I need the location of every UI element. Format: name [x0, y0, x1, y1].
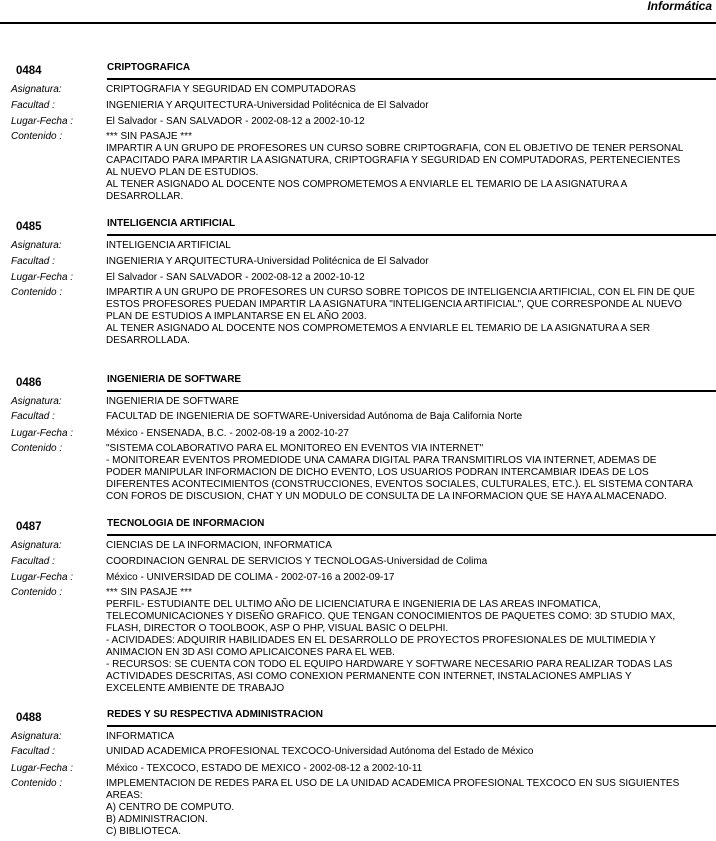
contenido-line: TELECOMUNICACIONES Y DISEÑO GRAFICO. QUE TENGAN CONOCIMIENTOS DE PAQUETES COMO: 3D STUDIO MAX,: [106, 611, 676, 622]
asignatura-label: Asignatura:: [11, 731, 62, 742]
contenido-line: DESARROLLADA.: [106, 335, 190, 346]
record-title: TECNOLOGIA DE INFORMACION: [107, 518, 265, 529]
lugar-fecha-label: Lugar-Fecha :: [11, 116, 74, 127]
contenido-line: B) ADMINISTRACION.: [106, 814, 208, 825]
record-title-rule: [107, 390, 716, 392]
contenido-line: DIFERENTES ACONTECIMIENTOS (CONSTRUCCIONES, EVENTOS SOCIALES, CULTURALES, ETC.). EL SISTEMA CONTARA: [106, 479, 693, 490]
contenido-text: [106, 778, 712, 838]
asignatura-value: INGENIERIA DE SOFTWARE: [106, 396, 239, 407]
record-title: INGENIERIA DE SOFTWARE: [107, 374, 242, 385]
contenido-text: [106, 587, 712, 695]
record-code: 0485: [16, 221, 42, 233]
asignatura-value: CRIPTOGRAFIA Y SEGURIDAD EN COMPUTADORAS: [106, 84, 356, 95]
facultad-label: Facultad :: [11, 746, 55, 757]
contenido-line: PODER MANIPULAR INFORMACION DE DICHO EVENTO, LOS USUARIOS PODRAN INTERCAMBIAR IDEAS DE LOS: [106, 467, 649, 478]
contenido-line: FLASH, DIRECTOR O TOOLBOOK, ASP O PHP, VISUAL BASIC O DELPHI.: [106, 623, 449, 634]
facultad-value: UNIDAD ACADEMICA PROFESIONAL TEXCOCO-Universidad Autónoma del Estado de México: [106, 746, 534, 757]
record-code: 0484: [16, 65, 42, 77]
asignatura-label: Asignatura:: [11, 396, 62, 407]
contenido-line: CAPACITADO PARA IMPARTIR LA ASIGNATURA, CRIPTOGRAFIA Y SEGURIDAD EN COMPUTADORAS, PERTENECIENTES: [106, 155, 681, 166]
lugar-fecha-value: México - ENSENADA, B.C. - 2002-08-19 a 2002-10-27: [106, 428, 349, 439]
facultad-value: INGENIERIA Y ARQUITECTURA-Universidad Politécnica de El Salvador: [106, 100, 429, 111]
contenido-line: CON FOROS DE DISCUSION, CHAT Y UN MODULO DE CONSULTA DE LA INFORMACION QUE SE HAYA ALMACENADO.: [106, 491, 667, 502]
record-title: REDES Y SU RESPECTIVA ADMINISTRACION: [107, 709, 323, 720]
contenido-line: C) BIBLIOTECA.: [106, 826, 182, 837]
facultad-label: Facultad :: [11, 556, 55, 567]
contenido-line: AREAS:: [106, 790, 143, 801]
lugar-fecha-value: México - TEXCOCO, ESTADO DE MEXICO - 2002-08-12 a 2002-10-11: [106, 763, 423, 774]
asignatura-value: INFORMATICA: [106, 731, 175, 742]
asignatura-value: INTELIGENCIA ARTIFICIAL: [106, 240, 231, 251]
asignatura-label: Asignatura:: [11, 240, 62, 251]
lugar-fecha-value: El Salvador - SAN SALVADOR - 2002-08-12 a 2002-10-12: [106, 116, 365, 127]
contenido-label: Contenido :: [11, 287, 63, 298]
contenido-line: AL TENER ASIGNADO AL DOCENTE NOS COMPROMETEMOS A ENVIARLE EL TEMARIO DE LA ASIGNATURA A: [106, 179, 628, 190]
record-title-rule: [107, 725, 716, 727]
contenido-text: [106, 287, 712, 347]
facultad-value: COORDINACION GENRAL DE SERVICIOS Y TECNOLOGAS-Universidad de Colima: [106, 556, 488, 567]
contenido-line: PERFIL- ESTUDIANTE DEL ULTIMO AÑO DE LICIENCIATURA E INGENIERIA DE LAS AREAS INFOMATICA,: [106, 599, 601, 610]
contenido-line: DESARROLLAR.: [106, 191, 184, 202]
contenido-line: EXCELENTE AMBIENTE DE TRABAJO: [106, 683, 285, 694]
contenido-label: Contenido :: [11, 131, 63, 142]
contenido-line: - ACIVIDADES: ADQUIRIR HABILIDADES EN EL DESARROLLO DE PROYECTOS PROFESIONALES DE MULTIMEDIA Y: [106, 635, 656, 646]
contenido-line: ACTIVIDADES DESCRITAS, ASI COMO CONEXION PERMANENTE CON INTERNET, INSTALACIONES AMPLIAS Y: [106, 671, 632, 682]
asignatura-value: CIENCIAS DE LA INFORMACION, INFORMATICA: [106, 540, 332, 551]
record-code: 0487: [16, 521, 42, 533]
contenido-line: - RECURSOS: SE CUENTA CON TODO EL EQUIPO HARDWARE Y SOFTWARE NECESARIO PARA REALIZAR TODAS LAS: [106, 659, 673, 670]
lugar-fecha-value: El Salvador - SAN SALVADOR - 2002-08-12 a 2002-10-12: [106, 272, 365, 283]
lugar-fecha-value: México - UNIVERSIDAD DE COLIMA - 2002-07-16 a 2002-09-17: [106, 572, 395, 583]
record-title-rule: [107, 534, 716, 536]
record-title: INTELIGENCIA ARTIFICIAL: [107, 218, 236, 229]
contenido-text: [106, 443, 712, 503]
contenido-line: *** SIN PASAJE ***: [106, 587, 192, 598]
contenido-line: AL TENER ASIGNADO AL DOCENTE NOS COMPROMETEMOS A ENVIARLE EL TEMARIO DE LA ASIGNATURA A SER: [106, 323, 651, 334]
page-header-title: Informática: [647, 0, 712, 13]
contenido-line: AL NUEVO PLAN DE ESTUDIOS.: [106, 167, 259, 178]
contenido-line: A) CENTRO DE COMPUTO.: [106, 802, 235, 813]
contenido-line: *** SIN PASAJE ***: [106, 131, 192, 142]
contenido-line: IMPLEMENTACION DE REDES PARA EL USO DE LA UNIDAD ACADEMICA PROFESIONAL TEXCOCO EN SUS SIGUIENTES: [106, 778, 680, 789]
record-title-rule: [107, 78, 716, 80]
contenido-line: "SISTEMA COLABORATIVO PARA EL MONITOREO EN EVENTOS VIA INTERNET": [106, 443, 484, 454]
record-code: 0488: [16, 712, 42, 724]
record-title-rule: [107, 234, 716, 236]
header-rule: [0, 22, 716, 24]
contenido-label: Contenido :: [11, 778, 63, 789]
facultad-label: Facultad :: [11, 411, 55, 422]
contenido-label: Contenido :: [11, 443, 63, 454]
contenido-line: IMPARTIR A UN GRUPO DE PROFESORES UN CURSO SOBRE CRIPTOGRAFIA, CON EL OBJETIVO DE TENER PERSONAL: [106, 143, 684, 154]
contenido-line: PLAN DE ESTUDIOS A IMPLANTARSE EN EL AÑO 2003.: [106, 311, 367, 322]
lugar-fecha-label: Lugar-Fecha :: [11, 763, 74, 774]
contenido-line: - MONITOREAR EVENTOS PROMEDIODE UNA CAMARA DIGITAL PARA TRANSMITIRLOS VIA INTERNET, ADEMAS DE: [106, 455, 657, 466]
contenido-line: ESTOS PROFESORES PUEDAN IMPARTIR LA ASIGNATURA "INTELIGENCIA ARTIFICIAL", QUE CORRESPONDE AL NUEVO: [106, 299, 682, 310]
facultad-value: INGENIERIA Y ARQUITECTURA-Universidad Politécnica de El Salvador: [106, 256, 429, 267]
contenido-text: [106, 131, 712, 203]
facultad-label: Facultad :: [11, 256, 55, 267]
contenido-line: ANIMACION EN 3D ASI COMO APLICAICONES PARA EL WEB.: [106, 647, 395, 658]
record-title: CRIPTOGRAFICA: [107, 62, 191, 73]
asignatura-label: Asignatura:: [11, 540, 62, 551]
facultad-value: FACULTAD DE INGENIERIA DE SOFTWARE-Universidad Autónoma de Baja California Norte: [106, 411, 523, 422]
contenido-label: Contenido :: [11, 587, 63, 598]
facultad-label: Facultad :: [11, 100, 55, 111]
contenido-line: IMPARTIR A UN GRUPO DE PROFESORES UN CURSO SOBRE TOPICOS DE INTELIGENCIA ARTIFICIAL, CON EL FIN DE QUE: [106, 287, 695, 298]
asignatura-label: Asignatura:: [11, 84, 62, 95]
lugar-fecha-label: Lugar-Fecha :: [11, 428, 74, 439]
lugar-fecha-label: Lugar-Fecha :: [11, 272, 74, 283]
record-code: 0486: [16, 377, 42, 389]
lugar-fecha-label: Lugar-Fecha :: [11, 572, 74, 583]
